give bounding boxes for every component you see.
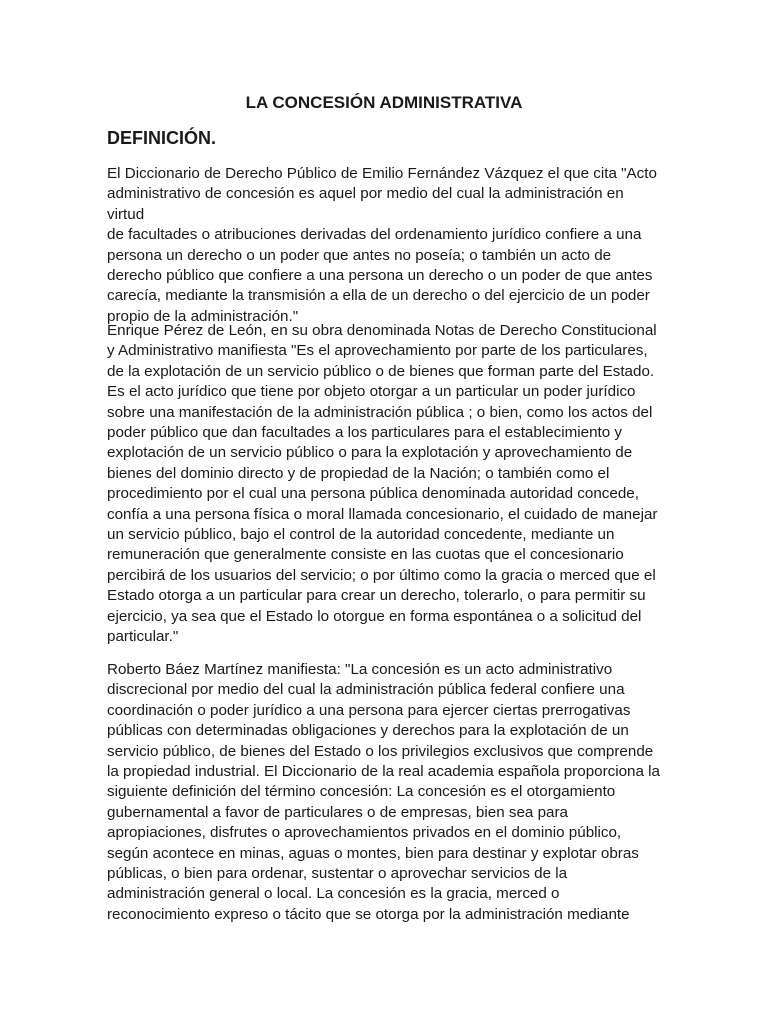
section-heading-definicion: DEFINICIÓN. <box>107 128 217 148</box>
paragraph-fernandez-vazquez: El Diccionario de Derecho Público de Emilio Fernández Vázquez el que cita "Acto administrativo de concesión es aquel por medio del cual la administración en virtud de facultades o atribuciones derivadas del ordenamiento jurídico confiere a una persona un derecho o un poder que antes no poseía; o también un acto de derecho público que confiere a una persona un derecho o un poder de que antes carecía, mediante la transmisión a ella de un derecho o del ejercicio de un poder propio de la administración." <box>107 165 657 325</box>
document-title: LA CONCESIÓN ADMINISTRATIVA <box>245 93 523 112</box>
paragraph-perez-de-leon: Enrique Pérez de León, en su obra denominada Notas de Derecho Constitucional y Administrativo manifiesta "Es el aprovechamiento por parte de los particulares, de la explotación de un servicio público o de bienes que forman parte del Estado. Es el acto jurídico que tiene por objeto otorgar a un particular un poder jurídico sobre una manifestación de la administración pública ; o bien, como los actos del poder público que dan facultades a los particulares para el establecimiento y explotación de un servicio público o para la explotación y aprovechamiento de bienes del dominio directo y de propiedad de la Nación; o también como el procedimiento por el cual una persona pública denominada autoridad concede, confía a una persona física o moral llamada concesionario, el cuidado de manejar un servicio público, bajo el control de la autoridad concedente, mediante un remuneración que generalmente consiste en las cuotas que el concesionario percibirá de los usuarios del servicio; o por último como la gracia o merced que el Estado otorga a un particular para crear un derecho, tolerarlo, o para permitir su ejercicio, ya sea que el Estado lo otorgue en forma espontánea o a solicitud del particular." <box>107 322 658 646</box>
paragraph-baez-martinez: Roberto Báez Martínez manifiesta: "La concesión es un acto administrativo discrecional por medio del cual la administración pública federal confiere una coordinación o poder jurídico a una persona para ejercer ciertas prerrogativas públicas con determinadas obligaciones y derechos para la explotación de un servicio público, de bienes del Estado o los privilegios exclusivos que comprende la propiedad industrial. El Diccionario de la real academia española proporciona la siguiente definición del término concesión: La concesión es el otorgamiento gubernamental a favor de particulares o de empresas, bien sea para apropiaciones, disfrutes o aprovechamientos privados en el dominio público, según acontece en minas, aguas o montes, bien para destinar y explotar obras públicas, o bien para ordenar, sustentar o aprovechar servicios de la administración general o local. La concesión es la gracia, merced o reconocimiento expreso o tácito que se otorga por la administración mediante <box>107 661 660 923</box>
